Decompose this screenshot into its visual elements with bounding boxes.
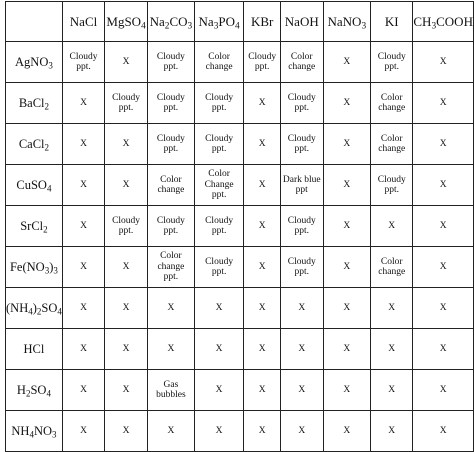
cell-value: Cloudy ppt. — [156, 133, 185, 154]
table-row — [6, 124, 474, 165]
table-cell — [323, 288, 371, 329]
formula-text: ) — [32, 300, 37, 315]
corner-cell — [6, 2, 63, 42]
formula-text: NaOH — [284, 13, 319, 29]
table-cell — [105, 288, 148, 329]
formula-subscript: 3 — [213, 20, 219, 31]
table-cell — [194, 206, 244, 247]
cell-value: X — [343, 220, 351, 231]
table-cell — [148, 247, 195, 288]
table-cell — [413, 411, 474, 452]
formula-text: HCl — [23, 341, 45, 356]
table-cell — [148, 370, 195, 411]
formula-subscript: 3 — [431, 20, 437, 31]
formula-subscript: 2 — [44, 141, 50, 152]
cell-value: Cloudy ppt. — [377, 174, 406, 195]
cell-value: Dark blue ppt — [282, 174, 321, 195]
formula-subscript: 2 — [36, 305, 42, 316]
formula-subscript: 4 — [29, 428, 34, 439]
row-header — [6, 411, 63, 452]
table-cell — [62, 165, 104, 206]
table-cell — [413, 42, 474, 83]
table-cell — [62, 206, 104, 247]
table-cell — [62, 124, 104, 165]
cell-value: X — [122, 425, 130, 436]
formula-text: PO — [218, 13, 235, 29]
formula-text: Na — [198, 13, 214, 29]
cell-value: X — [343, 97, 351, 108]
cell-value: Cloudy ppt. — [287, 256, 316, 277]
formula-subscript: 4 — [46, 387, 51, 398]
table-cell — [371, 288, 413, 329]
table-cell — [280, 247, 323, 288]
formula-text: KI — [384, 13, 399, 29]
table-row — [6, 370, 474, 411]
table-cell — [105, 165, 148, 206]
table-cell — [280, 206, 323, 247]
cell-value: X — [258, 425, 266, 436]
cell-value: X — [122, 384, 130, 395]
table-cell — [62, 329, 104, 370]
formula-text: NaCl — [69, 13, 98, 29]
cell-value: X — [122, 343, 130, 354]
formula-subscript: 4 — [28, 305, 33, 316]
cell-value: X — [439, 179, 447, 190]
row-header — [6, 42, 63, 83]
column-header — [148, 2, 195, 42]
cell-value: X — [80, 261, 87, 272]
table-cell — [105, 247, 148, 288]
formula-subscript: 3 — [48, 59, 53, 70]
table-cell — [371, 124, 413, 165]
cell-value: X — [215, 425, 223, 436]
table-cell — [280, 411, 323, 452]
cell-value: X — [122, 138, 130, 149]
formula-text: H — [16, 382, 26, 397]
row-header — [6, 370, 63, 411]
formula-text: Na — [149, 13, 165, 29]
cell-value: X — [298, 384, 306, 395]
table-cell — [244, 288, 281, 329]
formula-text: CaCl — [18, 136, 45, 151]
table-cell — [323, 42, 371, 83]
row-header — [6, 288, 63, 329]
cell-value: X — [343, 302, 351, 313]
cell-value: X — [343, 425, 351, 436]
table-cell — [194, 165, 244, 206]
formula-subscript: 2 — [164, 20, 170, 31]
table-row — [6, 247, 474, 288]
table-cell — [105, 370, 148, 411]
table-cell — [413, 329, 474, 370]
table-cell — [194, 329, 244, 370]
table-cell — [280, 329, 323, 370]
cell-value: X — [388, 302, 396, 313]
cell-value: X — [439, 302, 447, 313]
table-row — [6, 206, 474, 247]
row-header — [6, 83, 63, 124]
cell-value: X — [80, 97, 87, 108]
formula-text: KBr — [250, 13, 274, 29]
table-cell — [323, 124, 371, 165]
cell-value: X — [258, 261, 266, 272]
column-header — [323, 2, 371, 42]
table-cell — [323, 206, 371, 247]
table-cell — [244, 370, 281, 411]
formula-text: CO — [169, 13, 188, 29]
table-cell — [194, 247, 244, 288]
cell-value: Cloudy ppt. — [156, 51, 185, 72]
cell-value: X — [343, 261, 351, 272]
cell-value: X — [215, 343, 223, 354]
cell-value: Color change ppt. — [157, 251, 185, 283]
table-row — [6, 329, 474, 370]
table-cell — [280, 124, 323, 165]
cell-value: X — [343, 56, 351, 67]
cell-value: Cloudy ppt. — [248, 51, 277, 72]
table-cell — [323, 83, 371, 124]
column-header — [280, 2, 323, 42]
formula-text: NaNO — [327, 13, 362, 29]
cell-value: X — [258, 138, 266, 149]
formula-text: SrCl — [20, 218, 44, 233]
table-cell — [371, 165, 413, 206]
table-cell — [148, 411, 195, 452]
table-cell — [371, 411, 413, 452]
table-cell — [148, 83, 195, 124]
formula-subscript: 4 — [235, 20, 240, 31]
column-header — [413, 2, 474, 42]
table-cell — [62, 370, 104, 411]
table-cell — [148, 329, 195, 370]
table-cell — [194, 370, 244, 411]
table-cell — [62, 288, 104, 329]
cell-value: X — [343, 343, 351, 354]
row-header — [6, 329, 63, 370]
table-cell — [62, 247, 104, 288]
formula-subscript: 3 — [44, 264, 50, 275]
cell-value: X — [215, 384, 223, 395]
row-header — [6, 165, 63, 206]
cell-value: X — [215, 302, 223, 313]
table-cell — [323, 329, 371, 370]
cell-value: Color change — [205, 51, 233, 72]
formula-text: CuSO — [16, 177, 47, 192]
cell-value: Cloudy ppt. — [287, 215, 316, 236]
cell-value: X — [80, 220, 87, 231]
formula-text: ) — [49, 259, 54, 274]
table-cell — [244, 83, 281, 124]
cell-value: X — [122, 302, 130, 313]
formula-subscript: 2 — [43, 223, 48, 234]
cell-value: X — [80, 138, 87, 149]
table-cell — [148, 42, 195, 83]
table-cell — [62, 411, 104, 452]
table-row — [6, 288, 474, 329]
cell-value: X — [258, 179, 266, 190]
table-cell — [371, 42, 413, 83]
cell-value: X — [122, 261, 130, 272]
reaction-table — [5, 1, 474, 452]
formula-text: SO — [30, 382, 47, 397]
cell-value: X — [439, 425, 447, 436]
table-cell — [280, 83, 323, 124]
cell-value: X — [80, 425, 87, 436]
table-cell — [62, 42, 104, 83]
cell-value: Cloudy ppt. — [112, 92, 141, 113]
cell-value: X — [439, 343, 447, 354]
table-row — [6, 411, 474, 452]
formula-text: COOH — [436, 13, 473, 29]
cell-value: X — [439, 97, 447, 108]
formula-subscript: 4 — [141, 20, 146, 31]
table-cell — [413, 165, 474, 206]
table-row — [6, 165, 474, 206]
cell-value: X — [258, 97, 266, 108]
cell-value: X — [167, 425, 175, 436]
table-cell — [194, 124, 244, 165]
formula-subscript: 2 — [44, 100, 50, 111]
cell-value: X — [388, 425, 396, 436]
cell-value: X — [258, 343, 266, 354]
cell-value: Color change — [288, 51, 316, 72]
cell-value: Cloudy ppt. — [69, 51, 98, 72]
formula-subscript: 3 — [361, 20, 367, 31]
cell-value: Cloudy ppt. — [112, 215, 141, 236]
formula-text: AgNO — [15, 54, 49, 69]
table-cell — [148, 165, 195, 206]
table-cell — [323, 165, 371, 206]
table-cell — [323, 370, 371, 411]
table-cell — [105, 42, 148, 83]
cell-value: Cloudy ppt. — [205, 256, 234, 277]
table-cell — [413, 370, 474, 411]
cell-value: X — [388, 220, 396, 231]
table-cell — [244, 206, 281, 247]
cell-value: Gas bubbles — [156, 379, 186, 400]
formula-text: CH — [413, 13, 432, 29]
table-cell — [194, 42, 244, 83]
table-cell — [413, 247, 474, 288]
row-header — [6, 124, 63, 165]
column-header — [244, 2, 281, 42]
cell-value: Color change — [157, 174, 185, 195]
column-header — [62, 2, 104, 42]
cell-value: Cloudy ppt. — [377, 51, 406, 72]
table-cell — [371, 329, 413, 370]
table-cell — [323, 411, 371, 452]
table-cell — [413, 206, 474, 247]
cell-value: X — [80, 343, 87, 354]
cell-value: X — [167, 302, 175, 313]
table-cell — [413, 288, 474, 329]
row-header — [6, 206, 63, 247]
formula-subscript: 4 — [46, 182, 52, 193]
table-cell — [280, 370, 323, 411]
formula-subscript: 3 — [52, 428, 57, 439]
cell-value: X — [80, 179, 87, 190]
table-cell — [323, 247, 371, 288]
cell-value: Color Change ppt. — [204, 169, 234, 201]
cell-value: Cloudy ppt. — [205, 133, 234, 154]
table-row — [6, 83, 474, 124]
table-cell — [105, 124, 148, 165]
formula-subscript: 4 — [57, 305, 62, 316]
column-header — [105, 2, 148, 42]
table-cell — [413, 124, 474, 165]
table-cell — [413, 83, 474, 124]
formula-subscript: 2 — [25, 387, 31, 398]
cell-value: Cloudy ppt. — [205, 215, 234, 236]
formula-subscript: 3 — [53, 264, 58, 275]
cell-value: X — [439, 220, 447, 231]
table-cell — [280, 288, 323, 329]
table-cell — [194, 288, 244, 329]
cell-value: X — [439, 384, 447, 395]
cell-value: X — [258, 384, 266, 395]
cell-value: X — [298, 343, 306, 354]
cell-value: X — [122, 56, 130, 67]
cell-value: Color change — [378, 133, 406, 154]
table-body — [6, 42, 474, 452]
cell-value: X — [80, 302, 87, 313]
cell-value: X — [388, 343, 396, 354]
table-cell — [105, 329, 148, 370]
table-cell — [105, 206, 148, 247]
table-cell — [371, 206, 413, 247]
table-cell — [244, 165, 281, 206]
table-cell — [105, 411, 148, 452]
table-cell — [280, 165, 323, 206]
table-cell — [148, 288, 195, 329]
cell-value: Color change — [378, 92, 406, 113]
formula-text: Fe(NO — [9, 259, 45, 274]
cell-value: Cloudy ppt. — [156, 215, 185, 236]
table-cell — [371, 370, 413, 411]
table-cell — [62, 83, 104, 124]
table-cell — [371, 83, 413, 124]
header-row — [6, 2, 474, 42]
cell-value: Cloudy ppt. — [205, 92, 234, 113]
cell-value: X — [258, 220, 266, 231]
cell-value: Color change — [378, 256, 406, 277]
cell-value: X — [122, 179, 130, 190]
table-cell — [194, 411, 244, 452]
cell-value: X — [439, 138, 447, 149]
table-cell — [148, 206, 195, 247]
table-cell — [244, 411, 281, 452]
cell-value: X — [343, 138, 351, 149]
cell-value: X — [298, 302, 306, 313]
table-cell — [244, 42, 281, 83]
cell-value: X — [298, 425, 306, 436]
table-cell — [244, 124, 281, 165]
cell-value: Cloudy ppt. — [287, 92, 316, 113]
column-header — [371, 2, 413, 42]
cell-value: X — [439, 56, 447, 67]
table-row — [6, 42, 474, 83]
cell-value: X — [167, 343, 175, 354]
table-cell — [148, 124, 195, 165]
formula-text: (NH — [6, 300, 29, 315]
formula-text: BaCl — [18, 95, 45, 110]
formula-subscript: 3 — [187, 20, 193, 31]
cell-value: X — [80, 384, 87, 395]
table-cell — [371, 247, 413, 288]
table-cell — [280, 42, 323, 83]
formula-text: NO — [33, 423, 52, 438]
cell-value: Cloudy ppt. — [156, 92, 185, 113]
cell-value: X — [343, 384, 351, 395]
table-cell — [105, 83, 148, 124]
column-header — [194, 2, 244, 42]
table-cell — [194, 83, 244, 124]
cell-value: X — [388, 384, 396, 395]
table-cell — [244, 329, 281, 370]
table-cell — [244, 247, 281, 288]
row-header — [6, 247, 63, 288]
cell-value: X — [258, 302, 266, 313]
formula-text: SO — [41, 300, 58, 315]
formula-text: NH — [11, 423, 30, 438]
formula-text: MgSO — [106, 13, 142, 29]
cell-value: X — [439, 261, 447, 272]
cell-value: Cloudy ppt. — [287, 133, 316, 154]
cell-value: X — [343, 179, 351, 190]
